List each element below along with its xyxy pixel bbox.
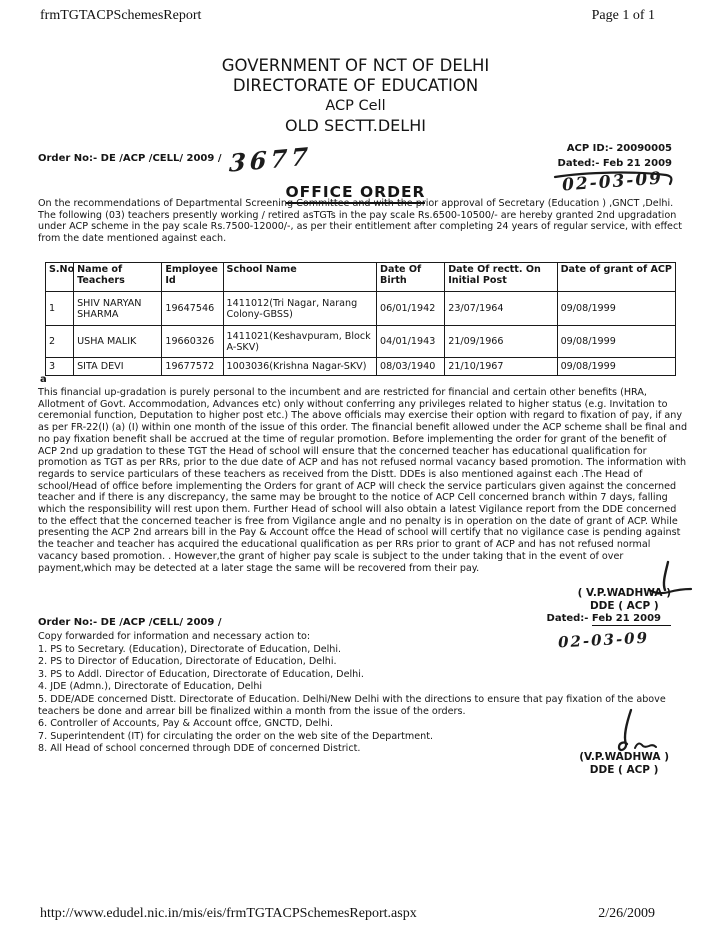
col-acp-grant: Date of grant of ACP (557, 263, 675, 292)
cell-school: 1003036(Krishna Nagar-SKV) (223, 358, 376, 376)
cell-acp-grant: 09/08/1999 (557, 326, 675, 358)
acp-meta (558, 141, 672, 171)
cell-acp-grant: 09/08/1999 (557, 292, 675, 326)
cell-school: 1411021(Keshavpuram, Block A-SKV) (223, 326, 376, 358)
print-footer-url: http://www.edudel.nic.in/mis/eis/frmTGTACPSchemesReport.aspx (40, 906, 417, 921)
table-row (46, 326, 676, 358)
teachers-table (45, 262, 676, 376)
copy-forwarded-list (38, 644, 686, 756)
cell-name: SHIV NARYAN SHARMA (74, 292, 162, 326)
table-header-row (46, 263, 676, 292)
list-item: 7. Superintendent (IT) for circulating the order on the web site of the Department. (38, 730, 434, 742)
col-rectt: Date Of rectt. On Initial Post (445, 263, 557, 292)
dated-2 (547, 613, 671, 624)
cell-rectt: 23/07/1964 (445, 292, 557, 326)
dated: Dated:- Feb 21 2009 (557, 158, 672, 169)
cell-rectt: 21/10/1967 (445, 358, 557, 376)
signatory-name: ( V.P.WADHWA ) (577, 587, 671, 599)
list-item: 3. PS to Addl. Director of Education, Directorate of Education, Delhi. (38, 668, 364, 680)
signatory-designation: DDE ( ACP ) (589, 599, 659, 612)
handwritten-date: 02-03-09 (561, 168, 664, 196)
cell-name: SITA DEVI (74, 358, 162, 376)
signatory-name: (V.P.WADHWA ) (579, 751, 669, 763)
order-number-line-2: Order No:- DE /ACP /CELL/ 2009 / (38, 617, 222, 628)
intro-paragraph: On the recommendations of Departmental Screening Committee and with the prior approval of Secretary (Education ) ,GNCT ,Delhi. The following (03) teachers presently working / retired asTGTs in the pay scale Rs.6500-10500/- are hereby granted 2nd upgradation under ACP scheme in the pay scale Rs.7500-12000/-, as per their entitlement after completing 24 years of regular service, with effect from the date mentioned against each. (38, 198, 682, 244)
signature-flourish-icon (597, 708, 661, 756)
col-school: School Name (223, 263, 376, 292)
list-item: 4. JDE (Admn.), Directorate of Education, Delhi (38, 681, 263, 693)
print-header-title: frmTGTACPSchemesReport (40, 8, 202, 23)
list-item: 5. DDE/ADE concerned Distt. Directorate of Education. Delhi/New Delhi with the directions to ensure that pay fixation of the above teachers be done and arrear bill be finalized within a month from the issue of the orders. (38, 693, 666, 718)
copy-forwarded-heading: Copy forwarded for information and necessary action to: (38, 631, 311, 642)
cell-dob: 08/03/1940 (377, 358, 445, 376)
col-sno: S.No (46, 263, 74, 292)
cell-sno: 3 (46, 358, 74, 376)
table-row (46, 358, 676, 376)
cell-employee-id: 19677572 (162, 358, 223, 376)
handwritten-order-number: 3677 (228, 141, 313, 178)
list-item: 1. PS to Secretary. (Education), Directorate of Education, Delhi. (38, 644, 342, 655)
print-header (40, 8, 655, 24)
list-item: 8. All Head of school concerned through DDE of concerned District. (38, 743, 361, 755)
col-name: Name of Teachers (74, 263, 162, 292)
office-order-heading: OFFICE ORDER (286, 183, 426, 204)
col-dob: Date Of Birth (377, 263, 445, 292)
order-number-line (38, 141, 313, 178)
list-item: 6. Controller of Accounts, Pay & Account offce, GNCTD, Delhi. (38, 718, 334, 730)
cell-sno: 1 (46, 292, 74, 326)
list-item: 2. PS to Director of Education, Directorate of Education, Delhi. (38, 656, 337, 668)
handwritten-date-2: 02-03-09 (557, 628, 650, 652)
paragraph-marker: a (40, 374, 47, 385)
letterhead-directorate: DIRECTORATE OF EDUCATION (232, 76, 479, 95)
col-employee-id: Employee Id (162, 263, 223, 292)
cell-rectt: 21/09/1966 (445, 326, 557, 358)
table-row (46, 292, 676, 326)
letterhead-cell: ACP Cell (325, 98, 386, 114)
cell-name: USHA MALIK (74, 326, 162, 358)
cell-dob: 04/01/1943 (377, 326, 445, 358)
cell-sno: 2 (46, 326, 74, 358)
acp-id: ACP ID:- 20090005 (566, 143, 672, 154)
cell-dob: 06/01/1942 (377, 292, 445, 326)
signature-block (578, 587, 671, 612)
letterhead-government: GOVERNMENT OF NCT OF DELHI (221, 56, 490, 75)
order-number-label: Order No:- DE /ACP /CELL/ 2009 / (38, 153, 222, 164)
cell-employee-id: 19647546 (162, 292, 223, 326)
main-paragraph: This financial up-gradation is purely personal to the incumbent and are restricted for financial and certain other benefits (HRA, Allotment of Govt. Accommodation, Advances etc) only without conferring any privileges related to higher status (e.g. Invitation to ceremonial function, Deputation to higher post etc.) The above officials may exercise their option with regard to fixation of pay, if any as per FR-22(I) (a) (I) within one month of the issue of this order. The financial benefit allowed under the ACP scheme shall be final and no pay fixation benefit shall be accrued at the time of regular promotion. Before implementing the order for grant of the benefit of ACP 2nd up gradation to these TGT the Head of school will ensure that the concerned teacher has educational qualification for promotion as TGT as per RRs, prior to the due date of ACP and has not refused normal vacancy based promotion. The information with regards to service particulars of these teachers as received from the Distt. DDEs is also mentioned against each .The Head of school/Head of office before implementing the Orders for grant of ACP will check the service particulars given against the concerned teacher and if there is any discrepancy, the same may be brought to the notice of ACP Cell concerned branch within 7 days, falling which the responsibility will rest upon them. Further Head of school will also obtain a latest Vigilance report from the DDE concerned to the effect that the concerned teacher is free from Vigilance angle and no penalty is in operation on the date of grant of ACP. While presenting the ACP 2nd arrears bill in the Pay & Account offce the Head of school will certify that no vigilance case is pending against the teacher and teacher has acquired the educational qualification as per RRs prior to grant of ACP and has not refused normal vacancy based promotion. . However,the grant of higher pay scale is subject to the under taking that in the event of over payment,which may be detected at a later stage the same will be recovered from their pay. (38, 387, 688, 574)
dated-2-label: Dated:- (546, 613, 589, 624)
letterhead (0, 56, 711, 136)
print-footer (40, 906, 655, 922)
letterhead-address: OLD SECTT.DELHI (285, 116, 426, 135)
dated-2-value: Feb 21 2009 (592, 613, 671, 626)
print-header-page-count: Page 1 of 1 (591, 8, 655, 23)
cell-acp-grant: 09/08/1999 (557, 358, 675, 376)
cell-employee-id: 19660326 (162, 326, 223, 358)
cell-school: 1411012(Tri Nagar, Narang Colony-GBSS) (223, 292, 376, 326)
print-footer-date: 2/26/2009 (598, 906, 655, 921)
signature-block (579, 751, 669, 776)
signatory-designation: DDE ( ACP ) (589, 763, 659, 776)
